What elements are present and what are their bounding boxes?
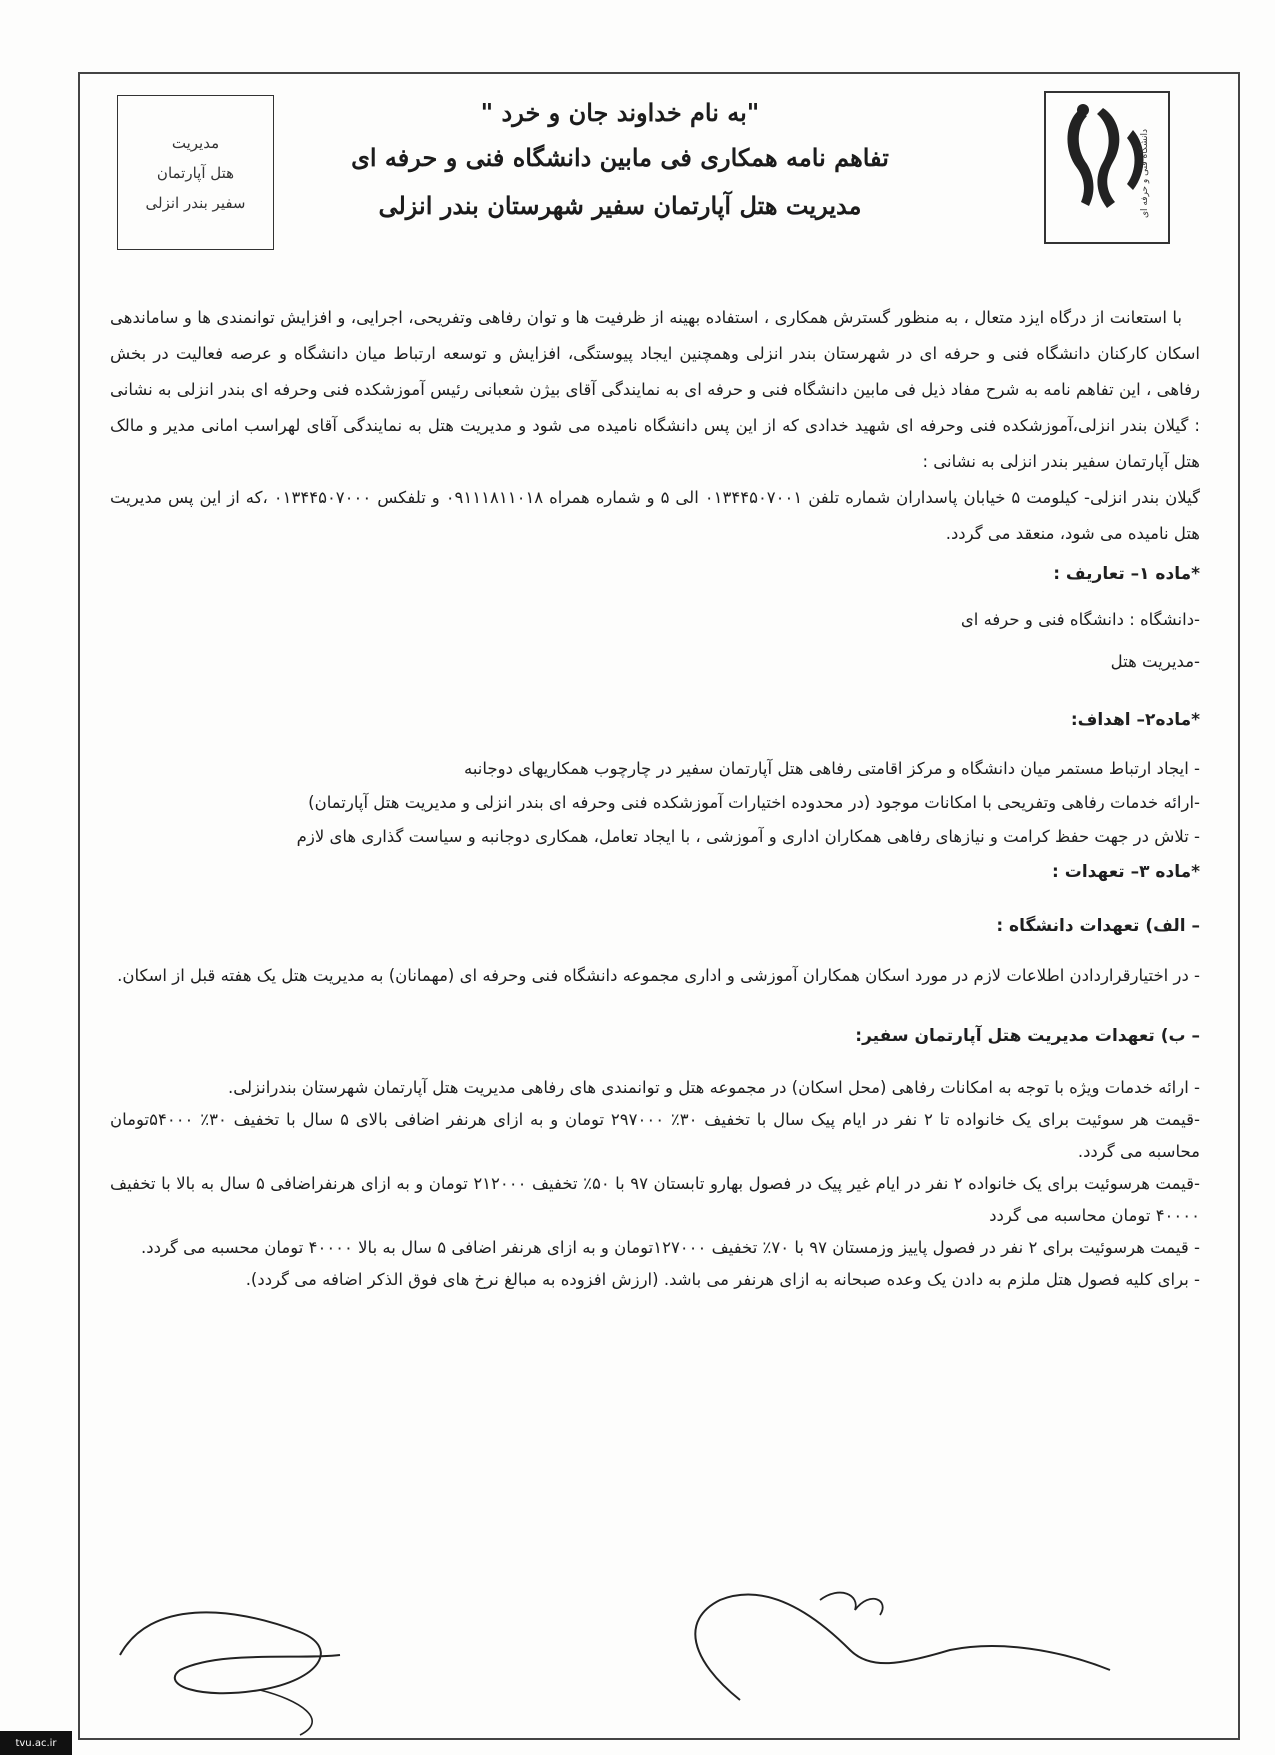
hotel-obligation-item: - قیمت هرسوئیت برای ۲ نفر در فصول پاییز وزمستان ۹۷ با ۷۰٪ تخفیف ۱۲۷۰۰۰تومان و به ازای هرنفر اضافی ۵ سال به بالا ۴۰۰۰۰ تومان محسبه می گردد. — [140, 1238, 1200, 1257]
intro-section — [110, 300, 1200, 552]
hotel-stamp-box — [117, 95, 274, 250]
hotel-obligation-item: -قیمت هرسوئیت برای یک خانواده ۲ نفر در ایام غیر پیک در فصول بهارو تابستان ۹۷ با ۵۰٪ تخفیف ۲۱۲۰۰۰ تومان و به ازای هرنفراضافی ۵ سال به بالا با تخفیف ۴۰۰۰۰ تومان محاسبه می گردد — [110, 1174, 1200, 1225]
agreement-body — [110, 300, 1200, 1296]
hotel-obligation-item: - برای کلیه فصول هتل ملزم به دادن یک وعده صبحانه به ازای هرنفر می باشد. (ارزش افزوده به مبالغ نرخ های فوق الذکر اضافه می گردد). — [245, 1270, 1200, 1289]
university-obligation-item: - در اختیارقراردادن اطلاعات لازم در مورد اسکان همکاران آموزشی و اداری مجموعه دانشگاه فنی وحرفه ای (مهمانان) به مدیریت هتل یک هفته قبل از اسکان. — [117, 966, 1200, 985]
definition-item: -مدیریت هتل — [1110, 652, 1200, 671]
svg-text:دانشگاه فنی و حرفه ای: دانشگاه فنی و حرفه ای — [1140, 129, 1150, 218]
hotel-box-line: سفیر بندر انزلی — [145, 193, 246, 212]
goal-item: - تلاش در جهت حفظ کرامت و نیازهای رفاهی همکاران اداری و آموزشی ، با ایجاد تعامل، همکاری دوجانبه و سیاست گذاری های لازم — [296, 827, 1200, 846]
basmala: "به نام خداوند جان و خرد " — [480, 98, 760, 127]
goal-item: - ایجاد ارتباط مستمر میان دانشگاه و مرکز اقامتی رفاهی هتل آپارتمان سفیر در چارچوب همکاریهای دوجانبه — [463, 759, 1200, 778]
article3-heading: *ماده ۳– تعهدات : — [1052, 862, 1200, 882]
hotel-box-line: هتل آپارتمان — [156, 163, 235, 182]
hotel-box-line: مدیریت — [171, 133, 220, 152]
article2-heading: *ماده۲– اهداف: — [1070, 710, 1200, 730]
tvu-logo-icon — [1043, 90, 1171, 245]
hotel-obligation-item: - ارائه خدمات ویژه با توجه به امکانات رفاهی (محل اسکان) در مجموعه هتل و توانمندی های رفاهی مدیریت هتل آپارتمان شهرستان بندرانزلی. — [228, 1078, 1200, 1097]
hotel-obligation-item: -قیمت هر سوئیت برای یک خانواده تا ۲ نفر در ایام پیک سال با تخفیف ۳۰٪ ۲۹۷۰۰۰ تومان و به ازای هرنفر اضافی بالای ۵ سال با تخفیف ۳۰٪ ۵۴۰۰۰تومان محاسبه می گردد. — [110, 1110, 1200, 1161]
hotel-obligations-heading: – ب) تعهدات مدیریت هتل آپارتمان سفیر: — [855, 1026, 1200, 1046]
agreement-subtitle: مدیریت هتل آپارتمان سفیر شهرستان بندر انزلی — [378, 191, 862, 220]
document-header — [300, 92, 940, 230]
article1-heading: *ماده ۱– تعاریف : — [1053, 564, 1200, 584]
goal-item: -ارائه خدمات رفاهی وتفریحی با امکانات موجود (در محدوده اختیارات آموزشکده فنی وحرفه ای بندر انزلی و مدیریت هتل آپارتمان) — [308, 793, 1200, 812]
agreement-title: تفاهم نامه همکاری فی مابین دانشگاه فنی و حرفه ای — [351, 143, 889, 172]
address-paragraph: گیلان بندر انزلی- کیلومت ۵ خیابان پاسداران شماره تلفن ۰۱۳۴۴۵۰۷۰۰۱ الی ۵ و شماره همراه ۰۹۱۱۱۸۱۱۰۱۸ و تلفکس ۰۱۳۴۴۵۰۷۰۰۰ ،که از این پس مدیریت هتل نامیده می شود، منعقد می گردد. — [110, 488, 1200, 543]
intro-paragraph: با استعانت از درگاه ایزد متعال ، به منظور گسترش همکاری ، استفاده بهینه از ظرفیت ها و توان رفاهی وتفریحی، اجرایی، و افزایش توانمندی ها و ساماندهی اسکان کارکنان دانشگاه فنی و حرفه ای در شهرستان بندر انزلی وهمچنین ایجاد پیوستگی، افزایش و توسعه ارتباط میان دانشگاه و عرصه فعالیت در بخش رفاهی ، این تفاهم نامه به شرح مفاد ذیل فی مابین دانشگاه فنی و حرفه ای به نمایندگی آقای بیژن شعبانی رئیس آموزشکده فنی وحرفه ای بندر انزلی به نشانی : گیلان بندر انزلی،آموزشکده فنی وحرفه ای شهید خدادی که از این پس دانشگاه نامیده می شود و مدیریت هتل به نمایندگی آقای لهراسب امانی مدیر و مالک هتل آپارتمان سفیر بندر انزلی به نشانی : — [110, 308, 1200, 471]
definition-item: -دانشگاه : دانشگاه فنی و حرفه ای — [960, 610, 1200, 629]
university-obligations-heading: – الف) تعهدات دانشگاه : — [996, 916, 1200, 936]
site-watermark: tvu.ac.ir — [0, 1731, 72, 1755]
